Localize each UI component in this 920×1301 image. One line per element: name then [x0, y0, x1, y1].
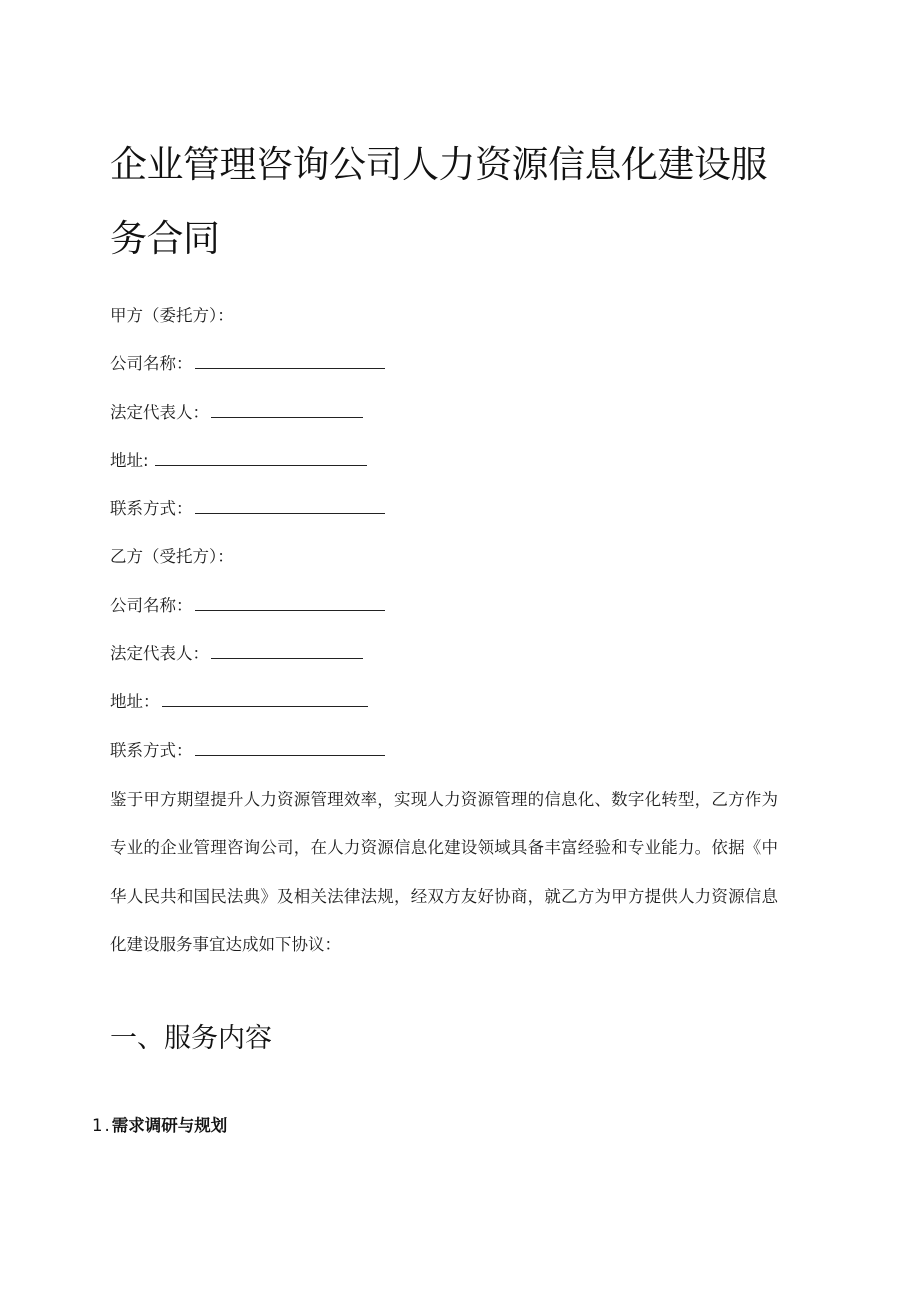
- party-b-heading: 乙方（受托方）：: [110, 547, 234, 567]
- section-1-heading: 一、服务内容: [110, 1023, 272, 1054]
- item-number: 1.: [92, 1116, 112, 1135]
- party-info-block: [110, 296, 810, 779]
- party-b-contact-blank: [195, 735, 385, 756]
- party-b-contact-field: 联系方式：: [110, 731, 810, 779]
- party-a-rep-field: 法定代表人：: [110, 393, 810, 441]
- item-title: 需求调研与规划: [111, 1116, 228, 1135]
- party-a-heading: 甲方（委托方）：: [110, 306, 234, 325]
- party-a-address-field: 地址:: [110, 441, 810, 489]
- party-b-address-field: 地址：: [110, 682, 810, 730]
- section-1-item-1-heading: [92, 1110, 227, 1142]
- intro-paragraph: 鉴于甲方期望提升人力资源管理效率，实现人力资源管理的信息化、数字化转型，乙方作为专业的企业管理咨询公司，在人力资源信息化建设领域具备丰富经验和专业能力。依据《中华人民共和国民法典》及相关法律法规，经双方友好协商，就乙方为甲方提供人力资源信息化建设服务事宜达成如下协议：: [110, 790, 778, 954]
- party-a-contact-blank: [195, 493, 385, 514]
- party-b-rep-blank: [211, 638, 363, 659]
- party-a-company-blank: [195, 348, 385, 369]
- party-b-rep-field: 法定代表人：: [110, 634, 810, 682]
- party-a-company-field: 公司名称：: [110, 344, 810, 392]
- party-a-address-blank: [155, 445, 367, 466]
- party-a-contact-field: 联系方式：: [110, 489, 810, 537]
- party-b-address-blank: [162, 686, 368, 707]
- party-a-rep-blank: [211, 397, 363, 418]
- contract-title: 企业管理咨询公司人力资源信息化建设服务合同: [110, 143, 767, 260]
- party-b-company-blank: [195, 590, 385, 611]
- party-b-company-field: 公司名称：: [110, 586, 810, 634]
